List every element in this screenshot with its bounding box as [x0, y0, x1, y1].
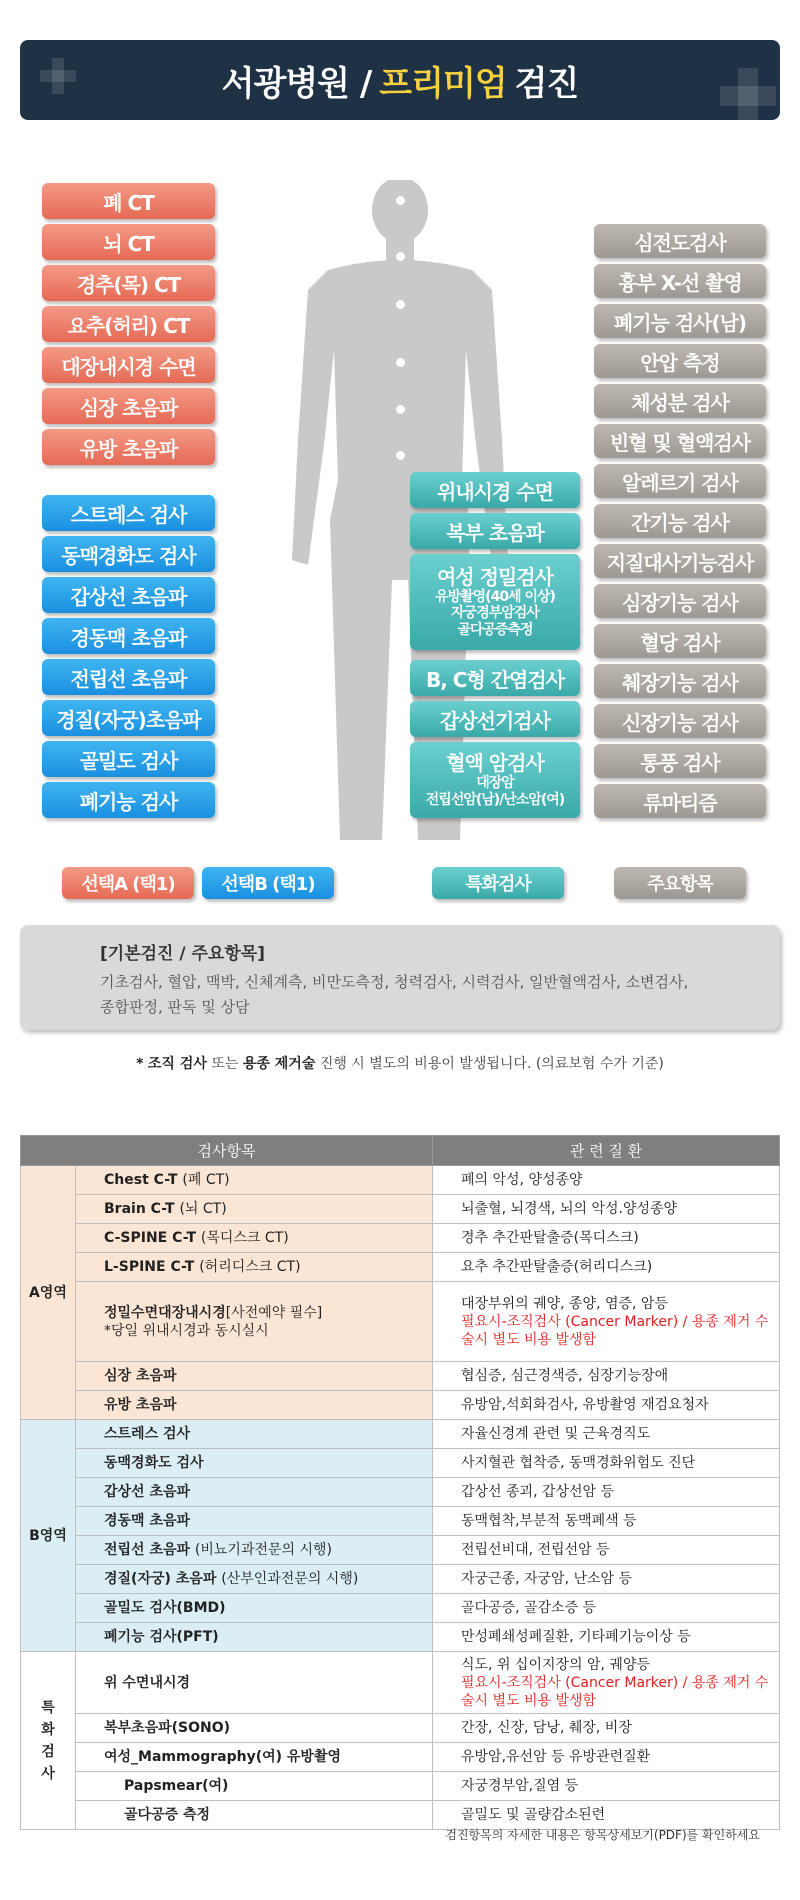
table-cell-item: 골밀도 검사(BMD): [76, 1594, 433, 1623]
notice-text: 또는: [211, 1056, 239, 1072]
special-item-cancer: [410, 742, 580, 818]
notice-biopsy: 조직 검사: [147, 1056, 207, 1072]
table-cell-disease: 골다공증, 골감소증 등: [433, 1594, 780, 1623]
table-row: [21, 1772, 780, 1801]
table-row: [21, 1166, 780, 1195]
main-item: 심전도검사: [594, 224, 766, 258]
item-note: (산부인과전문의 시행): [221, 1571, 359, 1587]
table-row: [21, 1282, 780, 1362]
select-b-item: 갑상선 초음파: [42, 577, 215, 613]
table-cell-item: 복부초음파(SONO): [76, 1714, 433, 1743]
main-item: 안압 측정: [594, 344, 766, 378]
select-a-item: 경추(목) CT: [42, 265, 215, 301]
table-cell-item: 여성_Mammography(여) 유방촬영: [76, 1743, 433, 1772]
checkup-table: [20, 1135, 780, 1830]
page-title: [20, 40, 780, 120]
special-cancer-title: 혈액 암검사: [446, 751, 544, 776]
table-cell-disease: 자율신경계 관련 및 근육경직도: [433, 1420, 780, 1449]
table-cell-disease: 동맥협착,부분적 동맥폐색 등: [433, 1507, 780, 1536]
notice-text: 진행 시 별도의 비용이 발생됩니다. (의료보험 수가 기준): [319, 1056, 664, 1072]
table-cell-disease: 만성폐쇄성폐질환, 기타폐기능이상 등: [433, 1623, 780, 1652]
select-a-item: 요추(허리) CT: [42, 306, 215, 342]
select-a-item: 심장 초음파: [42, 388, 215, 424]
special-female-sub: 유방촬영(40세 이상): [435, 589, 555, 606]
select-b-item: 스트레스 검사: [42, 495, 215, 531]
table-cell-disease: 경추 추간판탈출증(목디스크): [433, 1224, 780, 1253]
select-b-item: 전립선 초음파: [42, 659, 215, 695]
item-note: (비뇨기과전문의 시행): [194, 1542, 332, 1558]
item-name: L-SPINE C-T: [104, 1259, 195, 1275]
main-item: 통풍 검사: [594, 744, 766, 778]
select-a-item: 유방 초음파: [42, 429, 215, 465]
table-cell-disease: 간장, 신장, 담낭, 췌장, 비장: [433, 1714, 780, 1743]
main-item: 간기능 검사: [594, 504, 766, 538]
body-dot-neck: [396, 252, 405, 261]
item-name: 경질(자궁) 초음파: [104, 1571, 217, 1587]
item-note: (목디스크 CT): [200, 1230, 289, 1246]
table-cell-item: 심장 초음파: [76, 1362, 433, 1391]
table-cell-item: 갑상선 초음파: [76, 1478, 433, 1507]
select-b-item: 경동맥 초음파: [42, 618, 215, 654]
item-name: 전립선 초음파: [104, 1542, 191, 1558]
table-cell-item: [76, 1282, 433, 1362]
table-cell-item: [76, 1224, 433, 1253]
table-cell-disease: 사지혈관 협착증, 동맥경화위험도 진단: [433, 1449, 780, 1478]
main-item: 심장기능 검사: [594, 584, 766, 618]
select-a-item: 대장내시경 수면: [42, 347, 215, 383]
title-checkup: 검진: [514, 63, 579, 104]
table-cell-disease: 골밀도 및 골량감소된련: [433, 1801, 780, 1830]
body-dot-lung: [396, 300, 405, 309]
disease-text: 식도, 위 십이지장의 암, 궤양등: [461, 1656, 650, 1673]
item-note: (뇌 CT): [179, 1201, 227, 1217]
table-cell-disease: 전립선비대, 전립선암 등: [433, 1536, 780, 1565]
table-header-row: [21, 1136, 780, 1166]
table-cell-item: [76, 1166, 433, 1195]
main-item: 흉부 X-선 촬영: [594, 264, 766, 298]
select-b-item: 골밀도 검사: [42, 741, 215, 777]
table-row: [21, 1253, 780, 1282]
table-cell-item: 경동맥 초음파: [76, 1507, 433, 1536]
item-subnote: *당일 위내시경과 동시실시: [104, 1322, 269, 1339]
table-row: [21, 1594, 780, 1623]
main-item: 폐기능 검사(남): [594, 304, 766, 338]
main-item: 혈당 검사: [594, 624, 766, 658]
title-highlight: 프리미엄: [379, 63, 507, 104]
item-name: 정밀수면대장내시경: [104, 1304, 226, 1321]
disease-text: 대장부위의 궤양, 종양, 염증, 암등: [461, 1295, 668, 1312]
special-cancer-sub: 전립선암(남)/난소암(여): [425, 791, 565, 808]
special-item-female: [410, 554, 580, 650]
main-item: 췌장기능 검사: [594, 664, 766, 698]
main-item: 신장기능 검사: [594, 704, 766, 738]
table-row: [21, 1449, 780, 1478]
item-name: C-SPINE C-T: [104, 1230, 197, 1246]
item-name: Chest C-T: [104, 1172, 178, 1188]
table-cell-item: [76, 1253, 433, 1282]
body-dot-head: [396, 196, 405, 205]
table-cell-item: 동맥경화도 검사: [76, 1449, 433, 1478]
table-cell-item: Papsmear(여): [76, 1772, 433, 1801]
basic-checkup-line: 종합판정, 판독 및 상담: [100, 998, 250, 1016]
legend-select-a: 선택A (택1): [62, 867, 194, 899]
notice-polypectomy: 용종 제거술: [242, 1056, 316, 1072]
table-cell-item: [76, 1565, 433, 1594]
table-cell-disease: 뇌출혈, 뇌경색, 뇌의 악성.양성종양: [433, 1195, 780, 1224]
special-item-hepatitis: B, C형 간염검사: [410, 660, 580, 696]
item-note: [사전예약 필수]: [225, 1304, 323, 1321]
basic-checkup-line: 기초검사, 혈압, 맥박, 신체계측, 비만도측정, 청력검사, 시력검사, 일반혈액검사, 소변검사,: [100, 973, 689, 991]
table-row: [21, 1623, 780, 1652]
table-cell-item: 골다공증 측정: [76, 1801, 433, 1830]
select-a-item: 폐 CT: [42, 183, 215, 219]
table-row: [21, 1362, 780, 1391]
notice-star: *: [136, 1056, 144, 1072]
select-b-item: 폐기능 검사: [42, 782, 215, 818]
table-cell-item: [76, 1536, 433, 1565]
select-b-item: 동맥경화도 검사: [42, 536, 215, 572]
table-cell-item: 위 수면내시경: [76, 1652, 433, 1714]
main-item: 류마티즘: [594, 784, 766, 818]
table-row: [21, 1652, 780, 1714]
special-cancer-sub: 대장암: [476, 775, 514, 792]
table-cell-disease: 폐의 악성, 양성종양: [433, 1166, 780, 1195]
body-dot-lower: [396, 451, 405, 460]
body-dot-chest: [396, 358, 405, 367]
main-item: 지질대사기능검사: [594, 544, 766, 578]
table-row: [21, 1507, 780, 1536]
table-cell-item: [76, 1195, 433, 1224]
table-row: [21, 1565, 780, 1594]
special-item-abdomen: 복부 초음파: [410, 513, 580, 549]
basic-checkup-desc: [100, 970, 700, 1020]
special-item-endoscopy: 위내시경 수면: [410, 472, 580, 508]
title-hospital: 서광병원 /: [221, 63, 372, 104]
special-female-title: 여성 정밀검사: [437, 565, 553, 590]
main-item: 체성분 검사: [594, 384, 766, 418]
table-row: [21, 1714, 780, 1743]
table-row: [21, 1478, 780, 1507]
main-item: 알레르기 검사: [594, 464, 766, 498]
table-cell-disease: [433, 1282, 780, 1362]
disease-warning: 필요시-조직검사 (Cancer Marker) / 용종 제거 수술시 별도 비용 발생함: [461, 1313, 769, 1348]
table-cell-disease: 자궁경부암,질염 등: [433, 1772, 780, 1801]
table-cell-disease: 갑상선 종괴, 갑상선암 등: [433, 1478, 780, 1507]
select-b-item: 경질(자궁)초음파: [42, 700, 215, 736]
main-item: 빈혈 및 혈액검사: [594, 424, 766, 458]
item-note: (폐 CT): [182, 1172, 230, 1188]
table-row: [21, 1224, 780, 1253]
table-cell-disease: 유방암,석회화검사, 유방촬영 재검요청자: [433, 1391, 780, 1420]
table-row: [21, 1536, 780, 1565]
special-item-thyroid: 갑상선기검사: [410, 701, 580, 737]
human-body-silhouette: [270, 180, 533, 840]
legend-select-b: 선택B (택1): [202, 867, 334, 899]
table-cell-item: 폐기능 검사(PFT): [76, 1623, 433, 1652]
area-b-label: B영역: [21, 1420, 76, 1652]
basic-checkup-title: [기본검진 / 주요항목]: [100, 944, 265, 964]
special-female-sub: 자궁경부암검사: [451, 605, 539, 622]
item-name: Brain C-T: [104, 1201, 175, 1217]
footer-pdf-note: 검진항목의 자세한 내용은 항목상세보기(PDF)를 확인하세요: [445, 1828, 760, 1842]
disease-warning: 필요시-조직검사 (Cancer Marker) / 용종 제거 수술시 별도 비용 발생함: [461, 1674, 769, 1709]
area-special-label: 특 화 검 사: [21, 1652, 76, 1830]
table-row: [21, 1743, 780, 1772]
table-cell-disease: [433, 1652, 780, 1714]
basic-checkup-box: [20, 925, 780, 1030]
table-cell-item: 유방 초음파: [76, 1391, 433, 1420]
table-row: [21, 1391, 780, 1420]
table-cell-disease: 유방암,유선암 등 유방관련질환: [433, 1743, 780, 1772]
page-header: [20, 40, 780, 120]
cost-notice: [0, 1053, 800, 1073]
special-female-sub: 골다공증측정: [457, 621, 533, 638]
legend-special: 특화검사: [432, 867, 564, 899]
table-row: [21, 1420, 780, 1449]
body-dot-abdomen: [396, 405, 405, 414]
select-a-item: 뇌 CT: [42, 224, 215, 260]
table-header-item: 검사항목: [21, 1136, 433, 1166]
table-cell-disease: 협심증, 심근경색증, 심장기능장애: [433, 1362, 780, 1391]
area-a-label: A영역: [21, 1166, 76, 1420]
table-cell-disease: 요추 추간판탈출증(허리디스크): [433, 1253, 780, 1282]
item-note: (허리디스크 CT): [199, 1259, 301, 1275]
table-cell-disease: 자궁근종, 자궁암, 난소암 등: [433, 1565, 780, 1594]
table-row: [21, 1195, 780, 1224]
legend-main: 주요항목: [614, 867, 746, 899]
table-cell-item: 스트레스 검사: [76, 1420, 433, 1449]
table-header-disease: 관 련 질 환: [433, 1136, 780, 1166]
